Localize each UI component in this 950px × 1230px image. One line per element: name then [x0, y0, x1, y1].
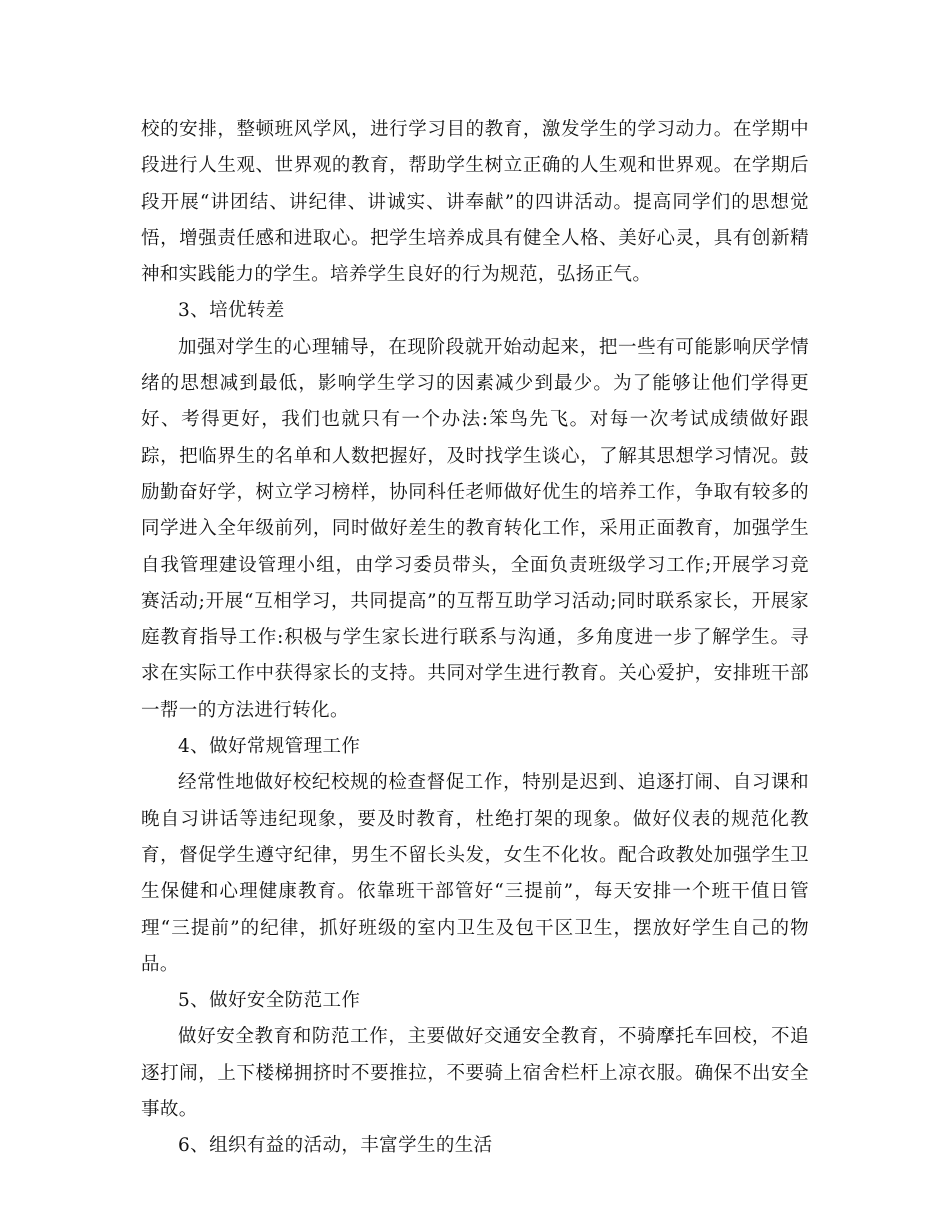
section-heading-4: 4、做好常规管理工作: [178, 736, 361, 758]
document-body: [141, 112, 809, 1165]
section-heading-3: 3、培优转差: [178, 300, 285, 322]
paragraph-section-4: 经常性地做好校纪校规的检查督促工作，特别是迟到、追逐打闹、自习课和晚自习讲话等违纪现象，要及时教育，杜绝打架的现象。做好仪表的规范化教育，督促学生遵守纪律，男生不留长头发，女生不化妆。配合政教处加强学生卫生保健和心理健康教育。依靠班干部管好“三提前”，每天安排一个班干值日管理“三提前”的纪律，抓好班级的室内卫生及包干区卫生，摆放好学生自己的物品。: [141, 772, 809, 975]
section-heading-6: 6、组织有益的活动，丰富学生的生活: [178, 1135, 493, 1157]
section-heading-5: 5、做好安全防范工作: [178, 990, 361, 1012]
paragraph-section-3: 加强对学生的心理辅导，在现阶段就开始动起来，把一些有可能影响厌学情绪的思想减到最低，影响学生学习的因素减少到最少。为了能够让他们学得更好、考得更好，我们也就只有一个办法:笨鸟先飞。对每一次考试成绩做好跟踪，把临界生的名单和人数把握好，及时找学生谈心，了解其思想学习情况。鼓励勤奋好学，树立学习榜样，协同科任老师做好优生的培养工作，争取有较多的同学进入全年级前列，同时做好差生的教育转化工作，采用正面教育，加强学生自我管理建设管理小组，由学习委员带头，全面负责班级学习工作;开展学习竞赛活动;开展“互相学习，共同提高”的互帮互助学习活动;同时联系家长，开展家庭教育指导工作:积极与学生家长进行联系与沟通，多角度进一步了解学生。寻求在实际工作中获得家长的支持。共同对学生进行教育。关心爱护，安排班干部一帮一的方法进行转化。: [141, 336, 809, 721]
paragraph-section-5: 做好安全教育和防范工作，主要做好交通安全教育，不骑摩托车回校，不追逐打闹，上下楼梯拥挤时不要推拉，不要骑上宿舍栏杆上凉衣服。确保不出安全事故。: [141, 1026, 809, 1121]
paragraph-continuation: 校的安排，整顿班风学风，进行学习目的教育，激发学生的学习动力。在学期中段进行人生观、世界观的教育，帮助学生树立正确的人生观和世界观。在学期后段开展“讲团结、讲纪律、讲诚实、讲奉献”的四讲活动。提高同学们的思想觉悟，增强责任感和进取心。把学生培养成具有健全人格、美好心灵，具有创新精神和实践能力的学生。培养学生良好的行为规范，弘扬正气。: [141, 119, 809, 286]
